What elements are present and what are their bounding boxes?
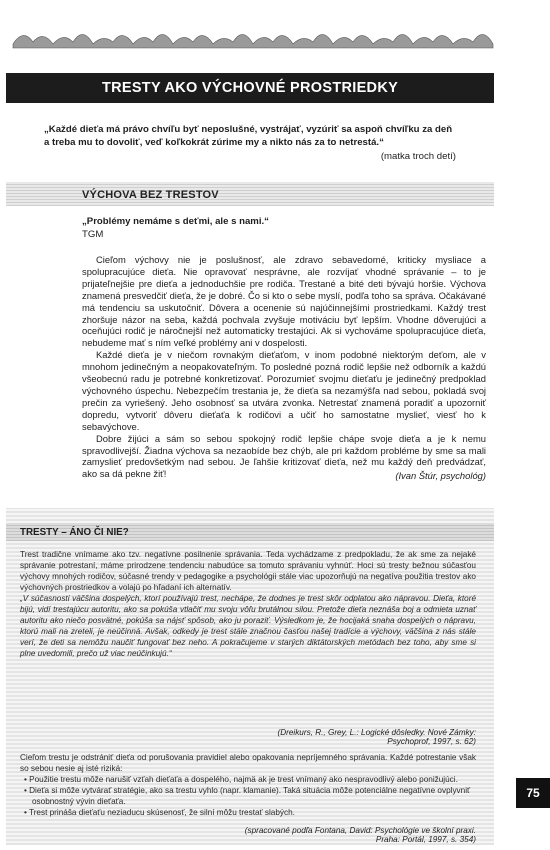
list-item: • Použitie trestu môže narušiť vzťah dieťaťa a dospelého, najmä ak je trest vnímaný ako nespravodlivý alebo ponižujúci. <box>24 775 458 784</box>
motto-source: (matka troch detí) <box>380 151 456 162</box>
article-source: (Ivan Štúr, psychológ) <box>395 470 486 481</box>
article-paragraph: Každé dieťa je v niečom rovnakým dieťaťom, v inom podobné niektorým deťom, ale v mnohom jedinečným a neopakovateľným. To posledné pozná rodič lepšie než odborník a každú všeobecnú radu je potrebné konkretizovať. Porozumieť svojmu dieťaťu je jedinečný predpoklad výchovného úspechu. Nebezpečím trestania je, že dieťa sa nezamýšľa nad sebou, pokladá svoj prečin za vyriešený. Jeho osobnosť sa utvára zvonka. Netrestať znamená poradiť a upozorniť dopredu, vytvoriť dôveru dieťaťa k rodičovi a učiť ho samostatne myslieť, viesť ho k sebavýchove. <box>82 349 486 432</box>
section-quote: „Problémy nemáme s deťmi, ale s nami.“ <box>82 216 269 227</box>
page-number: 75 <box>516 778 550 808</box>
article-paragraph: Cieľom výchovy nie je poslušnosť, ale zdravo sebavedomé, kriticky mysliace a spolupracujúce dieťa. Nie opravovať nesprávne, ale rozvíjať vhodné správanie – to je prijateľnejšie pre dieťa a jednoduchšie pre rodiča. Trestané a bité deti bývajú horšie. Výchova znamená presvedčiť dieťa, že je dobré. Čo si kto o sebe myslí, podľa toho sa správa. Očakávané má tendenciu sa uskutočniť. Dôvera a ocenenie sú najúčinnejšími prostriedkami. Každý trest zhoršuje názor na seba, každá pochvala zvyšuje motiváciu byť lepším. Vhodne dôverujúci a oceňujúci rodič je náročnejší než automaticky trestajúci. Ak si vychováme spolupracujúce dieťa, nebudeme mať s ním veľké problémy ani v dospelosti. <box>82 254 486 349</box>
box-intro: Trest tradične vnímame ako tzv. negatívne posilnenie správania. Teda vychádzame z predpokladu, že ak sme za nejaké správanie potrestaní, máme prirodzene tendenciu nabudúce sa tomuto správaniu vyhnúť. Hoci sú tresty bežnou súčasťou výchovy mnohých rodičov, súčasné trendy v pedagogike a psychológii stále viac upozorňujú na negatíva použitia trestov ako výchovných prostriedkov a volajú po hľadaní ich alternatív. <box>20 550 476 592</box>
box-quote-source: (Dreikurs, R., Grey, L.: Logické dôsledky. Nové Zámky: Psychoprof, 1997, s. 62) <box>277 728 476 746</box>
article-body <box>82 254 486 480</box>
chapter-title: TRESTY AKO VÝCHOVNÉ PROSTRIEDKY <box>6 73 494 103</box>
box-quote: „V súčasnosti väčšina dospelých, ktorí používajú trest, nechápe, že dodnes je trest skôr odplatou ako nápravou. Dieťa, ktoré bijú, vidí trestajúcu autoritu, ako sa pokúša vtlačiť mu svoju vôľu brutálnou silou. Pretože dieťa neznáša boj a odmieta uznať autoritu ako niečo posvätné, pokúša sa nájsť spôsob, ako ju poraziť. Výsledkom je, že hocijaká snaha dospelých o nápravu, ktorú mali na zreteli, je neúčinná. Avšak, odkedy je trest stále značnou časťou našej tradície a výchovy, väčšina z nás stále verí, že deti sa nemôžu naučiť fungovať bez neho. A pokračujeme v starých diktátorských metódach bez toho, aby sme si plne uvedomili, prečo už viac neúčinkujú.“ <box>20 594 476 658</box>
decorative-border <box>8 22 508 52</box>
list-item: • Dieťa si môže vytvárať stratégie, ako sa trestu vyhlo (napr. klamanie). Taká situácia môže potenciálne negatívne ovplyvniť osobnostný vývin dieťaťa. <box>24 786 471 806</box>
box-title: TRESTY – ÁNO ČI NIE? <box>20 527 129 538</box>
article-paragraph: Dobre žijúci a sám so sebou spokojný rodič lepšie chápe svoje dieťa a je k nemu spravodlivejší. Žiadna výchova sa nezaobíde bez chýb, ale pri každom probléme by sme sa mali zamyslieť predovšetkým nad sebou. Je ľahšie kritizovať dieťa, než mu každý deň predvádzať, ako sa dá pekne žiť! <box>82 432 486 480</box>
section-heading-bar <box>6 182 494 206</box>
box-paragraph: Cieľom trestu je odstrániť dieťa od porušovania pravidiel alebo opakovania nepríjemného správania. Každé potrestanie však so sebou nesie aj isté riziká: <box>20 753 476 773</box>
box-final-source: (spracované podľa Fontana, David: Psychológie ve školní praxi. Praha: Portál, 1997, s. 354) <box>244 826 476 844</box>
section-title: VÝCHOVA BEZ TRESTOV <box>82 189 219 201</box>
section-quote-author: TGM <box>82 229 104 240</box>
risk-list <box>20 774 476 818</box>
list-item: • Trest prináša dieťaťu neziaducu skúsenosť, že silní môžu trestať slabých. <box>24 808 295 817</box>
motto-quote: „Každé dieťa má právo chvíľu byť neposlušné, vystrájať, vyzúriť sa aspoň chvíľku za deň a treba mu to dovoliť, veď koľkokrát zúrime my a nikto nás za to netrestá.“ <box>44 124 453 148</box>
